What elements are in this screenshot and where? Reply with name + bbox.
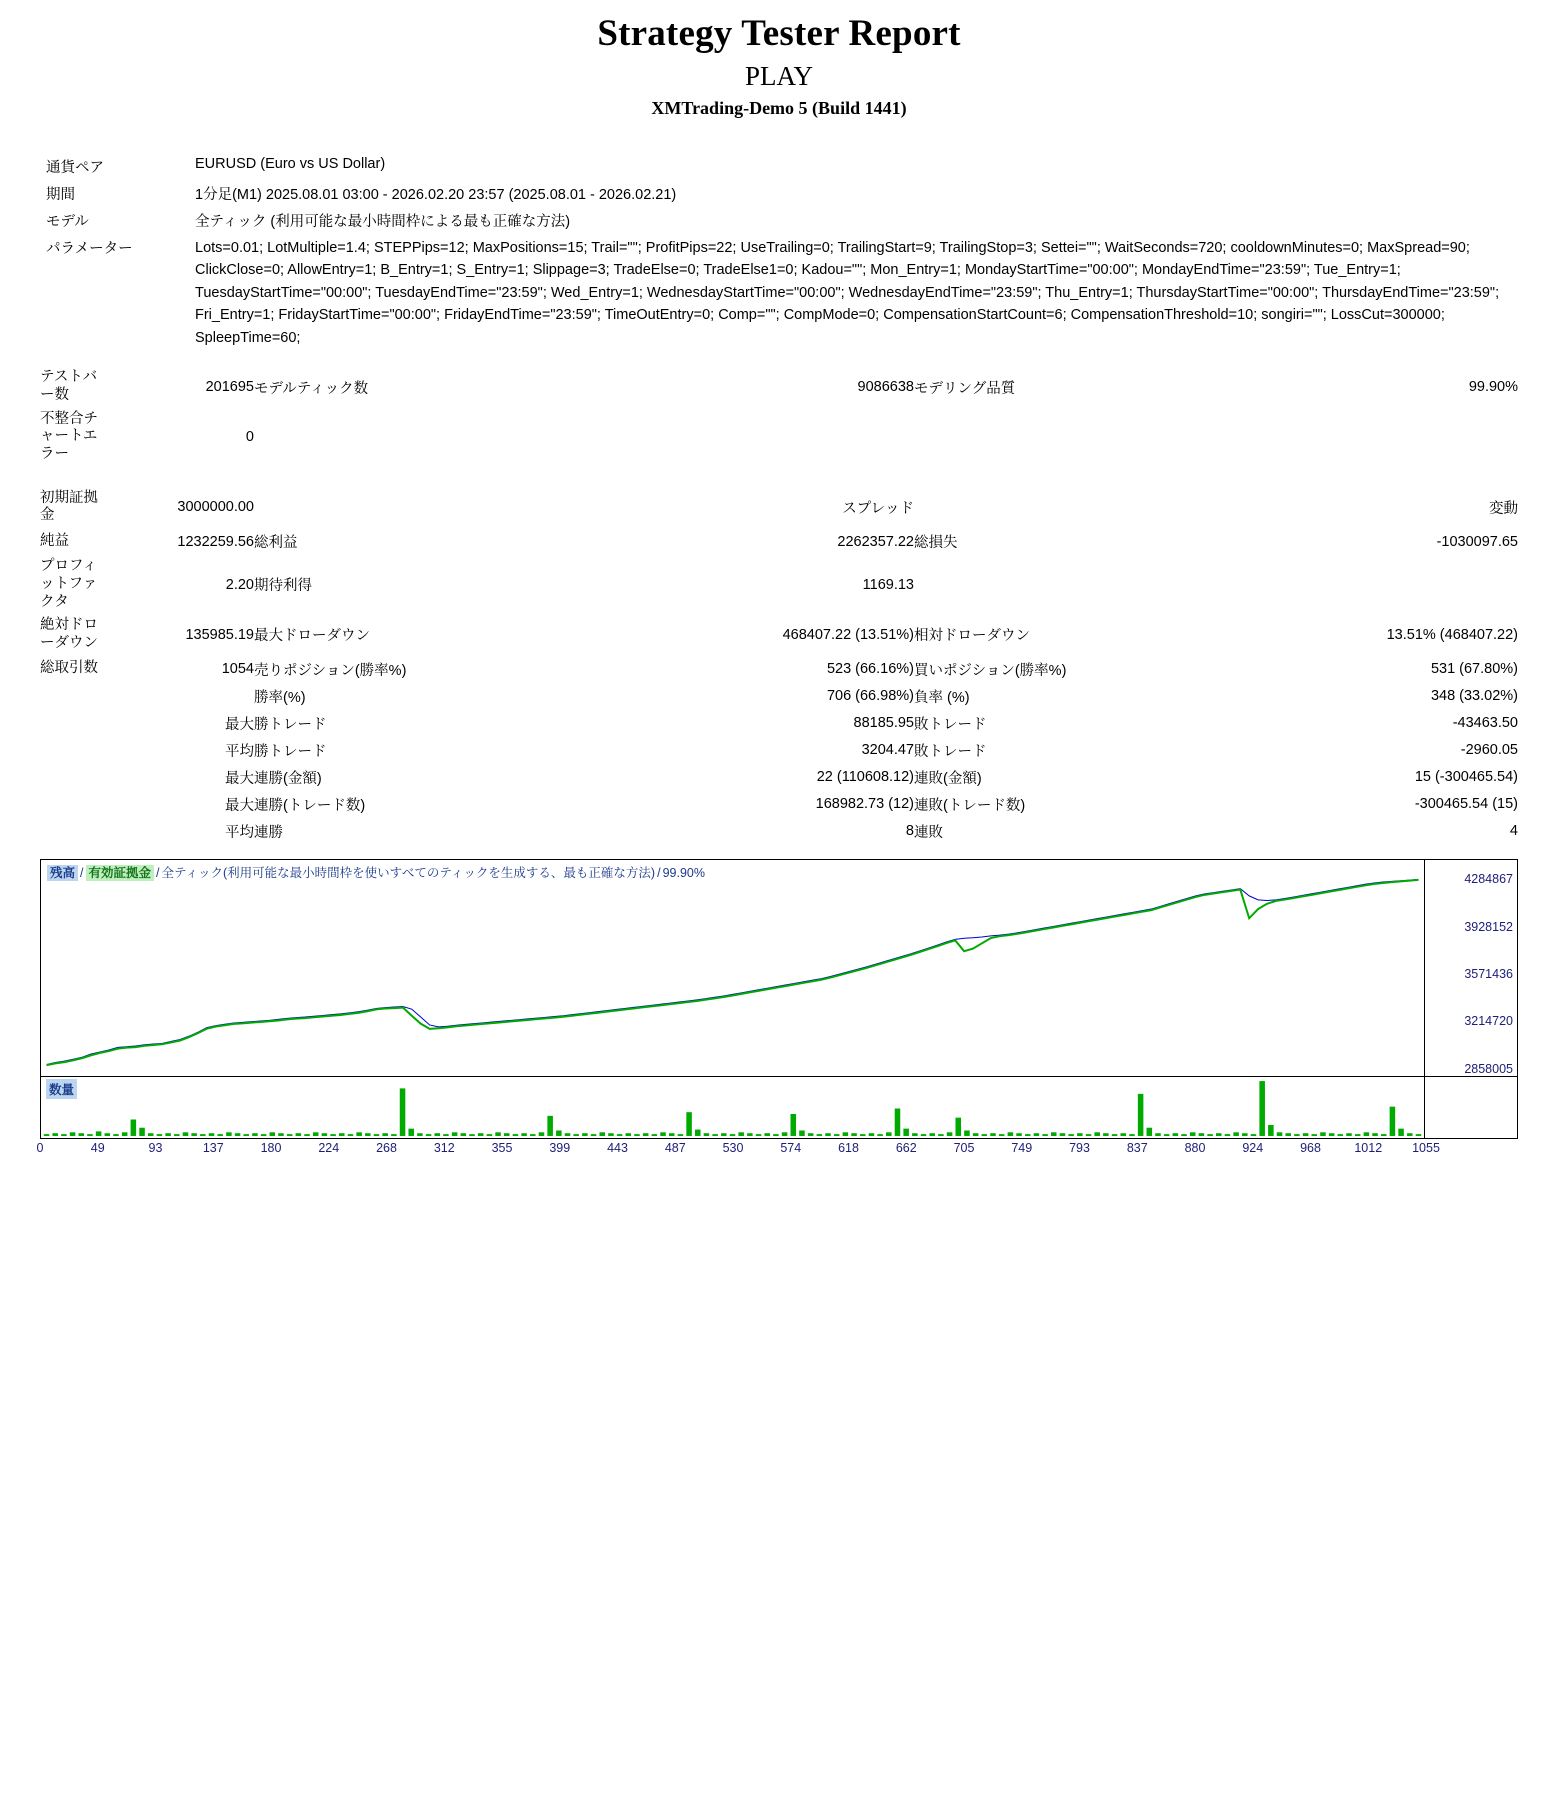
- row-netprofit: [40, 528, 1518, 555]
- largest-win-value: 88185.95: [853, 715, 914, 732]
- totaltrades-value: 1054: [221, 661, 254, 678]
- maxconloss-value: 15 (-300465.54): [1414, 769, 1518, 786]
- row-winrate: [40, 683, 1518, 710]
- chart-x-axis: [36, 1139, 1440, 1161]
- maxconwin-label: 連勝(金額): [254, 770, 322, 787]
- avgconwin-value: 8: [905, 823, 914, 840]
- maxconprofit-label: 連勝(トレード数): [254, 797, 366, 814]
- equity-plot: [41, 860, 1424, 1076]
- avgconwin-label: 連勝: [254, 824, 283, 841]
- ticks-label: モデルティック数: [254, 380, 369, 397]
- chart-x-tick: 137: [202, 1140, 224, 1155]
- maxconlossamt-label: 連敗(トレード数): [914, 797, 1026, 814]
- meta-row-params: [40, 234, 1518, 352]
- chart-x-tick: 355: [491, 1140, 513, 1155]
- quality-label: モデリング品質: [914, 380, 1016, 397]
- maxconwin-value: 22 (110608.12): [816, 769, 914, 786]
- maxcon-max-label: 最大: [225, 770, 254, 787]
- chart-x-tick: 1055: [1412, 1140, 1440, 1155]
- avg-label-1: 平均: [225, 743, 254, 760]
- equity-y-axis: [1424, 860, 1517, 1076]
- avg-win-label: 勝トレード: [254, 743, 327, 760]
- chart-x-tick: 180: [260, 1140, 282, 1155]
- equity-y-tick: 3214720: [1464, 1014, 1513, 1029]
- longpos-value: 531 (67.80%): [1430, 661, 1518, 678]
- chart-x-tick: 49: [90, 1140, 105, 1155]
- volume-plot: [41, 1077, 1424, 1138]
- equity-chart-box: [40, 859, 1518, 1077]
- row-mismatch: [40, 408, 1518, 467]
- equity-chart: [36, 859, 1518, 1161]
- chart-x-tick: 793: [1069, 1140, 1090, 1155]
- meta-row-period: [40, 180, 1518, 207]
- legend-model: 全ティック(利用可能な最小時間枠を使いすべてのティックを生成する、最も正確な方法): [161, 865, 656, 880]
- reldd-label: 相対ドローダウン: [914, 628, 1030, 645]
- maxconprofit-value: 168982.73 (12): [815, 796, 914, 813]
- report-subtitle: PLAY: [744, 61, 814, 91]
- chart-x-tick: 268: [376, 1140, 397, 1155]
- largest-loss-label: 敗トレード: [914, 716, 987, 733]
- legend-balance: 残高: [47, 865, 78, 881]
- lossrate-value: 348 (33.02%): [1430, 688, 1518, 705]
- row-drawdown: [40, 614, 1518, 655]
- row-deposit: [40, 487, 1518, 528]
- chart-x-tick: 880: [1184, 1140, 1206, 1155]
- spread-value: 変動: [1489, 500, 1518, 517]
- chart-x-tick: 968: [1300, 1140, 1321, 1155]
- maxcon-max-label-2: 最大: [225, 797, 254, 814]
- avgconloss-value: 4: [1509, 823, 1518, 840]
- model-value: 全ティック (利用可能な最小時間枠による最も正確な方法): [195, 214, 571, 230]
- equity-y-tick: 2858005: [1464, 1061, 1513, 1076]
- chart-x-tick: 618: [838, 1140, 859, 1155]
- chart-x-tick: 312: [433, 1140, 455, 1155]
- spacer-1: [40, 467, 1518, 487]
- legend-quality: 99.90%: [662, 865, 705, 880]
- maxconlossamt-value: -300465.54 (15): [1414, 796, 1518, 813]
- spread-label: スプレッド: [842, 500, 914, 517]
- winrate-value: 706 (66.98%): [826, 688, 914, 705]
- grossloss-label: 総損失: [914, 535, 958, 552]
- lossrate-label: 負率 (%): [914, 689, 970, 706]
- netprofit-label: 純益: [40, 532, 69, 549]
- page-title: Strategy Tester Report: [597, 13, 961, 54]
- row-totaltrades: [40, 656, 1518, 683]
- chart-x-tick: 574: [780, 1140, 802, 1155]
- grossprofit-value: 2262357.22: [837, 533, 914, 550]
- chart-x-tick: 399: [549, 1140, 571, 1155]
- chart-x-tick: 0: [36, 1140, 44, 1155]
- period-value: 1分足(M1) 2025.08.01 03:00 - 2026.02.20 23:57 (2025.08.01 - 2026.02.21): [195, 187, 677, 203]
- ticks-value: 9086638: [857, 379, 914, 396]
- report-server: XMTrading-Demo 5 (Build 1441): [651, 98, 907, 118]
- largest-win-label: 勝トレード: [254, 716, 327, 733]
- absdd-value: 135985.19: [185, 626, 254, 643]
- absdd-label: 絶対ドローダウン: [40, 617, 98, 651]
- chart-x-tick: 530: [722, 1140, 744, 1155]
- chart-x-tick: 705: [953, 1140, 975, 1155]
- chart-x-tick: 1012: [1354, 1140, 1383, 1155]
- netprofit-value: 1232259.56: [177, 533, 254, 550]
- params-value: Lots=0.01; LotMultiple=1.4; STEPPips=12; MaxPositions=15; Trail=""; ProfitPips=22; UseTrailing=0; TrailingStart=9; TrailingStop=3; Settei=""; WaitSeconds=720; cooldownMinutes=0; MaxSpread=90; ClickClose=0; AllowEntry=1; B_Entry=1; S_Entry=1; Slippage=3; TradeElse=0; TradeElse1=0; Kadou=""; Mon_Entry=1; MondayStartTime="00:00"; MondayEndTime="23:59"; Tue_Entry=1; TuesdayStartTime="00:00"; TuesdayEndTime="23:59"; Wed_Entry=1; WednesdayStartTime="00:00"; WednesdayEndTime="23:59"; Thu_Entry=1; ThursdayStartTime="00:00"; ThursdayEndTime="23:59"; Fri_Entry=1; FridayStartTime="00:00"; FridayEndTime="23:59"; TimeOutEntry=0; Comp=""; CompMode=0; CompensationStartCount=6; CompensationThreshold=10; songiri=""; LossCut=300000; SpleepTime=60;: [195, 240, 1500, 346]
- equity-y-tick: 3928152: [1464, 919, 1513, 934]
- expected-value: 1169.13: [862, 576, 914, 593]
- volume-chart-box: [40, 1077, 1518, 1139]
- largest-loss-value: -43463.50: [1452, 715, 1518, 732]
- chart-x-tick: 837: [1126, 1140, 1148, 1155]
- meta-table: [40, 153, 1518, 352]
- chart-x-tick: 749: [1011, 1140, 1033, 1155]
- mismatch-value: 0: [245, 429, 254, 446]
- params-label: パラメーター: [46, 241, 133, 257]
- mismatch-label: 不整合チャートエラー: [40, 410, 98, 463]
- profitfactor-label: プロフィットファクタ: [40, 558, 98, 610]
- winrate-label: 勝率(%): [254, 689, 306, 706]
- deposit-label: 初期証拠金: [40, 489, 98, 524]
- row-average: [40, 737, 1518, 764]
- stats-table: [40, 366, 1518, 844]
- maxconloss-label: 連敗(金額): [914, 770, 982, 787]
- row-bars: [40, 366, 1518, 407]
- equity-y-tick: 4284867: [1464, 872, 1513, 887]
- chart-legend: 残高 / 有効証拠金 / 全ティック(利用可能な最小時間枠を使いすべてのティックを生成する、最も正確な方法) / 99.90%: [47, 863, 705, 881]
- reldd-value: 13.51% (468407.22): [1386, 626, 1518, 643]
- bars-label: テストバー数: [40, 369, 98, 404]
- avgconloss-label: 連敗: [914, 824, 943, 841]
- legend-equity: 有効証拠金: [86, 865, 155, 881]
- row-largest: [40, 710, 1518, 737]
- volume-y-axis: [1424, 1077, 1517, 1138]
- avg-loss-value: -2960.05: [1460, 742, 1518, 759]
- volume-label: 数量: [46, 1079, 77, 1099]
- expected-label: 期待利得: [254, 578, 312, 595]
- row-maxcon-amount: [40, 764, 1518, 791]
- meta-row-model: [40, 207, 1518, 234]
- equity-y-tick: 3571436: [1464, 967, 1513, 982]
- chart-x-tick: 224: [318, 1140, 340, 1155]
- chart-x-tick: 93: [148, 1140, 163, 1155]
- chart-x-tick: 487: [664, 1140, 686, 1155]
- quality-value: 99.90%: [1468, 379, 1518, 396]
- totaltrades-label: 総取引数: [40, 660, 98, 677]
- chart-x-tick: 924: [1242, 1140, 1264, 1155]
- row-profitfactor: [40, 555, 1518, 614]
- model-label: モデル: [46, 214, 89, 230]
- maxdd-label: 最大ドローダウン: [254, 628, 370, 645]
- avg-loss-label: 敗トレード: [914, 743, 987, 760]
- grossloss-value: -1030097.65: [1436, 533, 1518, 550]
- symbol-label: 通貨ペア: [46, 160, 104, 176]
- shortpos-value: 523 (66.16%): [826, 661, 914, 678]
- avg-label-2: 平均: [225, 824, 254, 841]
- longpos-label: 買いポジション(勝率%): [914, 662, 1067, 679]
- profitfactor-value: 2.20: [225, 576, 254, 593]
- chart-x-tick: 443: [607, 1140, 628, 1155]
- deposit-value: 3000000.00: [177, 499, 254, 516]
- row-maxcon-count: [40, 791, 1518, 818]
- shortpos-label: 売りポジション(勝率%): [254, 662, 407, 679]
- volume-svg: [41, 1077, 1424, 1138]
- row-avgcon: [40, 818, 1518, 845]
- chart-x-tick: 662: [895, 1140, 917, 1155]
- maxdd-value: 468407.22 (13.51%): [782, 626, 914, 643]
- avg-win-value: 3204.47: [861, 742, 914, 759]
- meta-row-symbol: [40, 153, 1518, 180]
- symbol-value: EURUSD (Euro vs US Dollar): [195, 156, 386, 172]
- report-page: [0, 12, 1558, 1161]
- largest-max-label: 最大: [225, 716, 254, 733]
- period-label: 期間: [46, 187, 75, 203]
- bars-value: 201695: [205, 379, 254, 396]
- equity-svg: [41, 860, 1424, 1076]
- grossprofit-label: 総利益: [254, 535, 298, 552]
